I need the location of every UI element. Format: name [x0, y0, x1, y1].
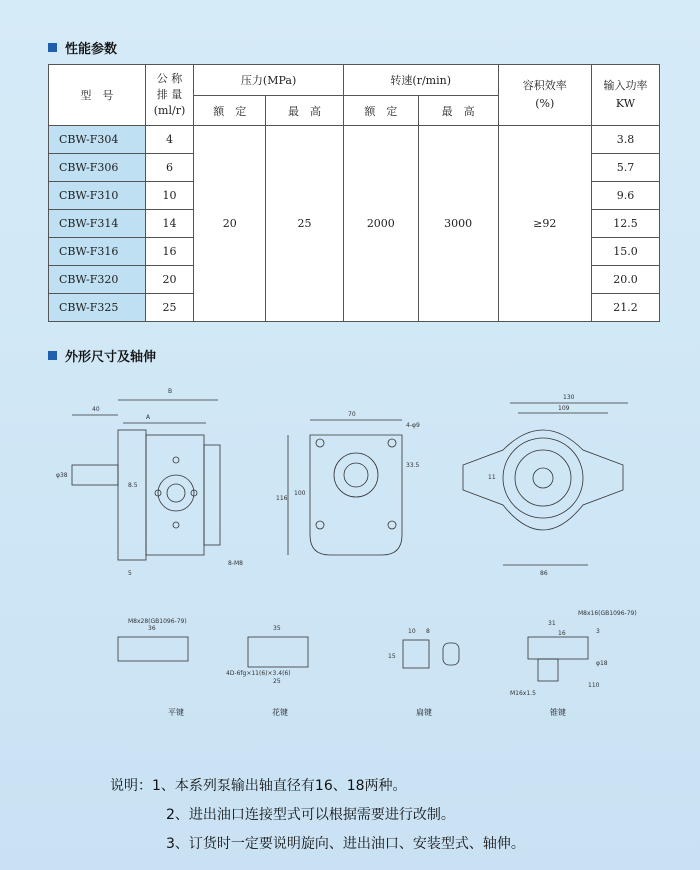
disp-cell: 10	[145, 182, 194, 210]
dim-label: 110	[588, 682, 600, 689]
spline-label: 4D-6fg×11(6)×3.4(6)	[226, 670, 291, 677]
dim-label: 130	[563, 394, 575, 401]
dim-label: 10	[408, 628, 416, 635]
performance-table	[48, 64, 660, 322]
dim-label: 5	[128, 570, 132, 577]
caption: 扁键	[416, 708, 432, 717]
disp-cell: 25	[145, 294, 194, 322]
disp-cell: 20	[145, 266, 194, 294]
caption: 锥键	[550, 708, 566, 717]
dim-label: 86	[540, 570, 548, 577]
dim-label: 15	[388, 653, 396, 660]
rear-view	[463, 403, 628, 565]
dim-label: 36	[148, 625, 156, 632]
section-title: 性能参数	[65, 42, 118, 57]
power-cell: 21.2	[591, 294, 659, 322]
dim-label: 8	[426, 628, 430, 635]
model-cell: CBW-F325	[49, 294, 146, 322]
front-view	[288, 420, 402, 555]
power-cell: 3.8	[591, 126, 659, 154]
header-displacement: 公 称 排 量 (ml/r)	[145, 65, 194, 126]
header-efficiency: 容积效率 (%)	[498, 65, 591, 126]
power-cell: 9.6	[591, 182, 659, 210]
note-line: 3、订货时一定要说明旋向、进出油口、安装型式、轴伸。	[166, 836, 525, 852]
header-power: 输入功率 KW	[591, 65, 659, 126]
dim-label: 3	[596, 628, 600, 635]
dim-label: 11	[488, 474, 496, 481]
header-speed-rated: 额 定	[343, 96, 418, 126]
disp-cell: 4	[145, 126, 194, 154]
header-pressure: 压力(MPa)	[194, 65, 344, 96]
model-cell: CBW-F320	[49, 266, 146, 294]
header-pressure-rated: 额 定	[194, 96, 266, 126]
model-cell: CBW-F316	[49, 238, 146, 266]
note-line: 说明：1、本系列泵输出轴直径有16、18两种。	[110, 778, 407, 794]
model-cell: CBW-F310	[49, 182, 146, 210]
max-speed-cell: 3000	[418, 126, 498, 322]
note-line: 2、进出油口连接型式可以根据需要进行改制。	[166, 807, 455, 823]
rated-pressure-cell: 20	[194, 126, 266, 322]
model-cell: CBW-F304	[49, 126, 146, 154]
dim-label: 109	[558, 405, 570, 412]
header-model: 型 号	[49, 65, 146, 126]
header-pressure-max: 最 高	[266, 96, 344, 126]
caption: 花键	[272, 708, 288, 717]
dim-label: B	[168, 388, 173, 395]
disp-cell: 6	[145, 154, 194, 182]
disp-cell: 16	[145, 238, 194, 266]
notes	[110, 772, 525, 859]
dim-label: 70	[348, 411, 356, 418]
dim-label: 8-M8	[228, 560, 243, 567]
section-heading-dimensions	[48, 346, 156, 365]
dim-label: 25	[273, 678, 281, 685]
callout-label: M8x28(GB1096-79)	[128, 618, 187, 625]
power-cell: 5.7	[591, 154, 659, 182]
dimension-drawing	[48, 375, 660, 735]
bullet-square-icon	[48, 351, 57, 360]
caption: 平键	[168, 708, 184, 717]
callout-label: M8x16(GB1096-79)	[578, 610, 637, 617]
dim-label: 100	[294, 490, 306, 497]
dimension-labels	[56, 388, 637, 717]
max-pressure-cell: 25	[266, 126, 344, 322]
table-row	[49, 126, 660, 154]
dim-label: 8.5	[128, 482, 138, 489]
dim-label: M16x1.5	[510, 690, 536, 697]
dim-label: 4-φ9	[406, 422, 420, 429]
dim-label: 40	[92, 406, 100, 413]
side-view	[72, 400, 220, 560]
shaft-details	[118, 637, 588, 681]
dim-label: 16	[558, 630, 566, 637]
model-cell: CBW-F306	[49, 154, 146, 182]
dim-label: φ38	[56, 472, 68, 479]
dim-label: 35	[273, 625, 281, 632]
dim-label: 116	[276, 495, 288, 502]
dim-label: 31	[548, 620, 556, 627]
dim-label: 33.5	[406, 462, 420, 469]
dim-label: φ18	[596, 660, 608, 667]
power-cell: 12.5	[591, 210, 659, 238]
dim-label: A	[146, 414, 151, 421]
bullet-square-icon	[48, 43, 57, 52]
rated-speed-cell: 2000	[343, 126, 418, 322]
header-speed: 转速(r/min)	[343, 65, 498, 96]
model-cell: CBW-F314	[49, 210, 146, 238]
efficiency-cell: ≥92	[498, 126, 591, 322]
header-speed-max: 最 高	[418, 96, 498, 126]
power-cell: 20.0	[591, 266, 659, 294]
section-title: 外形尺寸及轴伸	[65, 350, 157, 365]
disp-cell: 14	[145, 210, 194, 238]
power-cell: 15.0	[591, 238, 659, 266]
section-heading-performance	[48, 38, 117, 57]
